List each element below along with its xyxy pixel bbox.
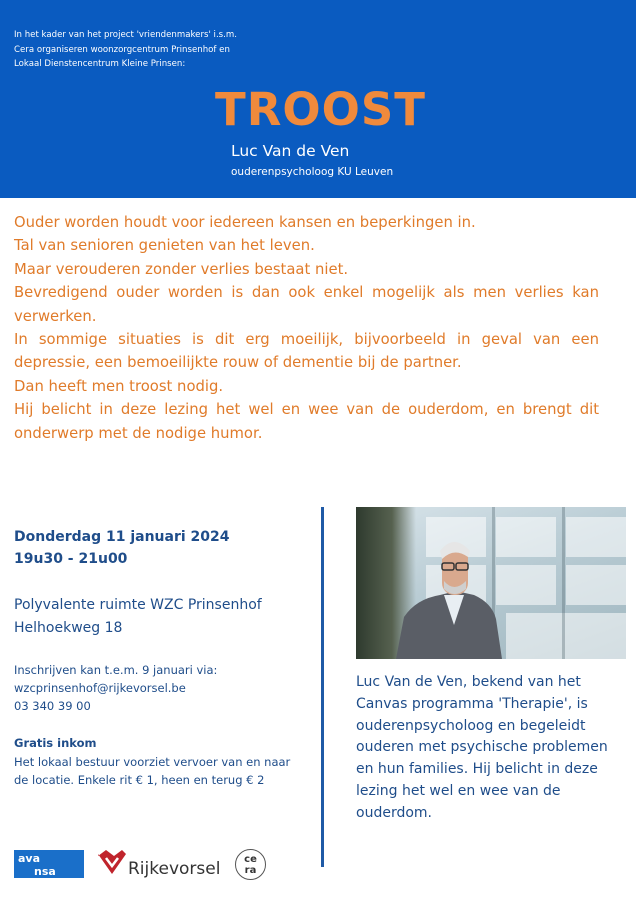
registration-text: Inschrijven kan t.e.m. 9 januari via: xyxy=(14,663,218,677)
description-paragraph: Hij belicht in deze lezing het wel en wee van de ouderdom, en brengt dit onderwerp met de nodige humor. xyxy=(14,401,599,442)
rijkevorsel-logo xyxy=(96,848,231,880)
cera-logo-text-top: ce xyxy=(244,854,257,865)
column-divider xyxy=(321,507,324,867)
page-title: TROOST xyxy=(215,83,426,136)
speaker-photo xyxy=(356,507,626,659)
description-paragraph: Ouder worden houdt voor iedereen kansen en beperkingen in. xyxy=(14,214,476,231)
description-paragraph: In sommige situaties is dit erg moeilijk, bijvoorbeeld in geval van een depressie, een bemoeilijkte rouw of dementie bij de partner. xyxy=(14,331,599,372)
avansa-logo xyxy=(14,850,84,878)
speaker-name: Luc Van de Ven xyxy=(231,142,350,160)
event-time: 19u30 - 21u00 xyxy=(14,551,128,567)
registration-phone: 03 340 39 00 xyxy=(14,699,91,713)
avansa-logo-text-bottom: nsa xyxy=(34,865,56,878)
description-paragraph: Maar verouderen zonder verlies bestaat niet. xyxy=(14,260,349,278)
header-banner xyxy=(0,0,636,198)
intro-text xyxy=(14,28,314,72)
speaker-role: ouderenpsycholoog KU Leuven xyxy=(231,166,394,178)
registration-info xyxy=(14,661,314,715)
description-paragraph: Dan heeft men troost nodig. xyxy=(14,377,224,395)
intro-line: In het kader van het project 'vriendenmakers' i.s.m. xyxy=(14,30,237,40)
event-address: Helhoekweg 18 xyxy=(14,620,123,636)
cera-logo xyxy=(235,849,266,880)
description-paragraph: Bevredigend ouder worden is dan ook enkel mogelijk als men verlies kan verwerken. xyxy=(14,284,599,325)
event-venue: Polyvalente ruimte WZC Prinsenhof xyxy=(14,597,262,613)
speaker-bio: Luc Van de Ven, bekend van het Canvas programma 'Therapie', is ouderenpsycholoog en begeleidt ouderen met psychische problemen en hun families. Hij belicht in deze lezing het wel en wee van de ouderdom. xyxy=(356,674,608,821)
transport-info: Het lokaal bestuur voorziet vervoer van en naar de locatie. Enkele rit € 1, heen en terug € 2 xyxy=(14,755,291,787)
cera-logo-text-bottom: ra xyxy=(244,865,257,876)
registration-email[interactable]: wzcprinsenhof@rijkevorsel.be xyxy=(14,681,186,695)
avansa-logo-text-top: ava xyxy=(18,852,41,865)
lecture-description xyxy=(14,211,599,445)
intro-line: Cera organiseren woonzorgcentrum Prinsenhof en xyxy=(14,44,230,55)
free-entry-title: Gratis inkom xyxy=(14,736,97,750)
intro-line: Lokaal Dienstencentrum Kleine Prinsen: xyxy=(14,59,186,69)
speaker-figure xyxy=(356,507,626,659)
event-date: Donderdag 11 januari 2024 xyxy=(14,529,230,545)
rijkevorsel-logo-text: Rijkevorsel xyxy=(128,859,221,879)
description-paragraph: Tal van senioren genieten van het leven. xyxy=(14,237,315,255)
